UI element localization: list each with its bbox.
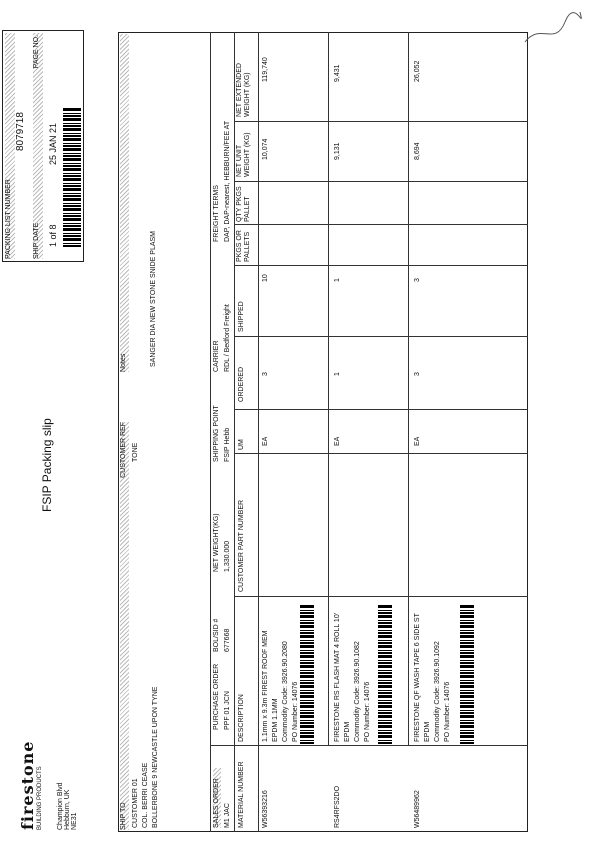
item3-desc4: PO Number: 14076 xyxy=(444,681,451,742)
company-address-1: Champion Blvd xyxy=(57,782,64,830)
item3-desc1: FIRESTONE QF WASH TAPE 6 SIDE ST xyxy=(414,613,421,742)
packing-number: 8079718 xyxy=(15,112,26,151)
item2-unitwt: 9,131 xyxy=(334,142,341,160)
order-val-3: 1,330.000 xyxy=(224,540,231,572)
item3-um: EA xyxy=(414,436,421,446)
item2-barcode xyxy=(378,604,392,744)
col-sep xyxy=(234,336,528,337)
item2-material: RS4RFS2DO xyxy=(334,785,341,828)
col-sep xyxy=(234,596,528,597)
item-hdr-pkgs: PKGS OR PALLETS xyxy=(236,230,251,262)
item2-um: EA xyxy=(334,436,341,446)
item3-shipped: 3 xyxy=(414,278,421,282)
order-val-6: DAP, DAP-nearest, HEBBURN/FEE AT xyxy=(224,120,231,242)
rule xyxy=(328,32,329,746)
order-val-1: PPF 01 JCN xyxy=(224,691,231,730)
customer-ref-label: CUSTOMER REF xyxy=(120,422,129,512)
item2-shipped: 1 xyxy=(334,278,341,282)
col-sep xyxy=(234,453,528,454)
ship-to-line2: COL. BERRI CEASE xyxy=(142,762,149,828)
item2-desc4: PO Number: 14076 xyxy=(364,681,371,742)
item3-material: W56489962 xyxy=(414,790,421,828)
item-hdr-ordered: ORDERED xyxy=(238,366,245,402)
order-hdr-6: FREIGHT TERMS xyxy=(213,185,220,242)
item3-desc3: Commodity Code: 3926.90.1092 xyxy=(434,641,441,742)
order-hdr-1: PURCHASE ORDER xyxy=(213,663,220,730)
item3-desc2: EPDM xyxy=(424,721,431,742)
rule xyxy=(210,32,211,832)
item-hdr-custpart: CUSTOMER PART NUMBER xyxy=(238,499,245,592)
item1-barcode xyxy=(300,604,314,744)
order-hdr-5: CARRIER xyxy=(213,340,220,372)
col-sep xyxy=(234,121,528,122)
item1-desc4: PO Number: 14076 xyxy=(292,681,299,742)
item-hdr-unitwt: NET UNIT WEIGHT (KG) xyxy=(236,132,251,177)
item2-ordered: 1 xyxy=(334,372,341,376)
ship-to-line1: CUSTOMER 01 xyxy=(132,778,139,828)
item1-desc3: Commodity Code: 3926.90.2080 xyxy=(282,641,289,742)
packing-label: PACKING LIST NUMBER xyxy=(5,33,15,259)
rule xyxy=(408,32,409,746)
item1-um: EA xyxy=(262,436,269,446)
rule xyxy=(234,32,235,832)
notes-text: SANGER DIA NEW STONE SNIDE PLASM xyxy=(150,230,157,367)
doc-number-box xyxy=(2,30,84,262)
company-block xyxy=(18,680,78,830)
document-title: FSIP Packing slip xyxy=(40,418,54,512)
order-hdr-2: BOL/SID # xyxy=(213,618,220,652)
item-hdr-um: UM xyxy=(238,439,245,450)
company-logo: firestone xyxy=(18,740,37,830)
item1-shipped: 10 xyxy=(262,274,269,282)
doc-barcode xyxy=(63,107,81,247)
date-label: SHIP DATE PAGE NO. xyxy=(33,33,43,259)
item2-extwt: 9,431 xyxy=(334,64,341,82)
col-sep xyxy=(234,409,528,410)
item-hdr-shipped: SHIPPED xyxy=(238,301,245,332)
item1-ordered: 3 xyxy=(262,372,269,376)
item3-unitwt: 8,694 xyxy=(414,142,421,160)
item2-desc2: EPDM xyxy=(344,721,351,742)
item1-extwt: 119,740 xyxy=(262,57,269,82)
company-address-3: NE31 xyxy=(71,812,78,830)
col-sep xyxy=(210,745,528,746)
order-val-2: 677668 xyxy=(224,628,231,652)
item3-barcode xyxy=(460,604,474,744)
company-tagline: BUILDING PRODUCTS xyxy=(37,766,43,830)
order-val-5: RDL / Bedford Freight xyxy=(224,304,231,372)
rule xyxy=(258,32,259,832)
order-hdr-0: SALES ORDER xyxy=(213,768,221,828)
order-val-4: FSIP Hebb xyxy=(224,427,231,462)
item2-desc3: Commodity Code: 3926.90.1082 xyxy=(354,641,361,742)
item3-extwt: 26,052 xyxy=(414,60,421,82)
signature-mark xyxy=(520,2,590,52)
order-val-0: M1 JAC xyxy=(224,803,231,828)
ship-to-line3: BOLLERBONE 9 NEWCASTLE UPON TYNE xyxy=(152,686,159,828)
order-hdr-3: NET WEIGHT(KG) xyxy=(213,513,220,572)
order-hdr-4: SHIPPING POINT xyxy=(213,405,220,462)
item-hdr-qty: QTY PKGS PALLET xyxy=(236,186,251,222)
customer-ref-value: TONE xyxy=(132,442,139,462)
col-sep xyxy=(234,224,528,225)
page-number: 1 of 8 xyxy=(48,224,58,247)
item-hdr-extwt: NET EXTENDED WEIGHT (KG) xyxy=(236,63,251,117)
ship-date: 25 JAN 21 xyxy=(48,122,58,165)
item3-ordered: 3 xyxy=(414,372,421,376)
item-hdr-desc: DESCRIPTION xyxy=(238,694,245,742)
item1-desc1: 1.1mm x 9.3m FIREST ROOF MEM xyxy=(262,630,269,742)
col-sep xyxy=(234,181,528,182)
item1-desc2: EPDM 1.1MM xyxy=(272,698,279,742)
notes-label: Notes xyxy=(120,34,129,372)
item-hdr-material: MATERIAL NUMBER xyxy=(238,761,245,828)
col-sep xyxy=(234,265,528,266)
ship-to-label: SHIP TO xyxy=(120,422,129,830)
company-address-2: Hebburn, UK xyxy=(64,789,71,830)
item1-unitwt: 10,074 xyxy=(262,138,269,160)
item2-desc1: FIRESTONE RS FLASH MAT 4 ROLL 10' xyxy=(334,612,341,742)
item1-material: W56393216 xyxy=(262,790,269,828)
